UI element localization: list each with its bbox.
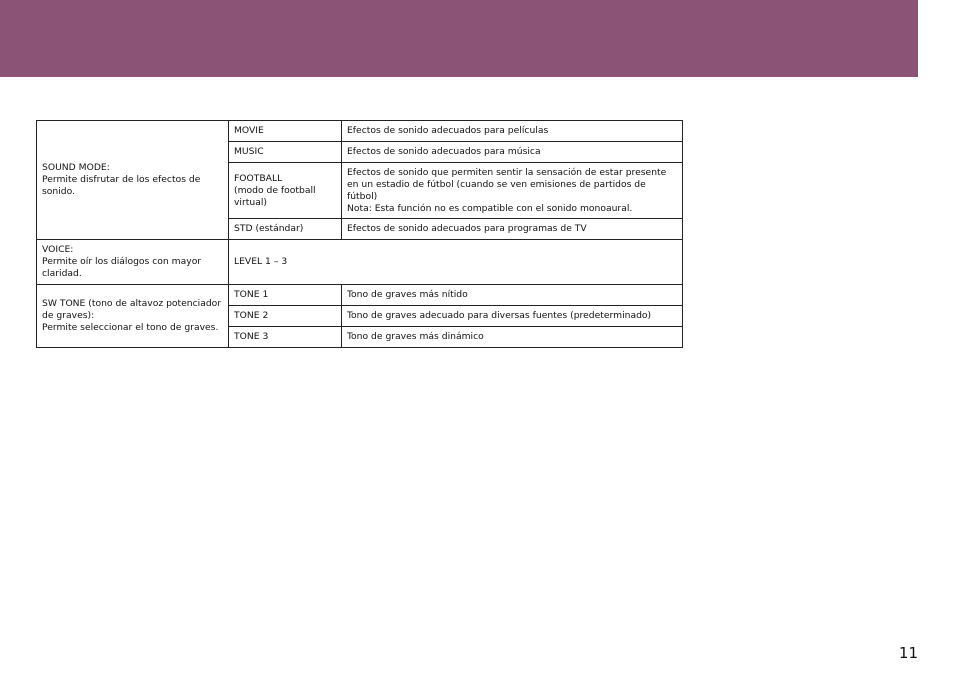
header-band bbox=[0, 0, 918, 77]
table-row bbox=[37, 285, 683, 306]
option-name: MUSIC bbox=[229, 142, 342, 163]
option-name: FOOTBALL (modo de football virtual) bbox=[229, 163, 342, 219]
option-name: TONE 2 bbox=[229, 306, 342, 327]
table-row bbox=[37, 240, 683, 285]
voice-value: LEVEL 1 – 3 bbox=[229, 240, 683, 285]
sound-mode-label: SOUND MODE: Permite disfrutar de los efectos de sonido. bbox=[37, 121, 229, 240]
option-description: Tono de graves adecuado para diversas fuentes (predeterminado) bbox=[342, 306, 683, 327]
option-description: Tono de graves más dinámico bbox=[342, 327, 683, 348]
option-description: Tono de graves más nítido bbox=[342, 285, 683, 306]
option-name: MOVIE bbox=[229, 121, 342, 142]
option-description: Efectos de sonido adecuados para programas de TV bbox=[342, 219, 683, 240]
voice-label: VOICE: Permite oír los diálogos con mayor claridad. bbox=[37, 240, 229, 285]
page-number: 11 bbox=[898, 644, 918, 662]
table-row bbox=[37, 121, 683, 142]
option-description: Efectos de sonido adecuados para música bbox=[342, 142, 683, 163]
option-description: Efectos de sonido que permiten sentir la sensación de estar presente en un estadio de fútbol (cuando se ven emisiones de partidos de fútbol) Nota: Esta función no es compatible con el sonido monoaural. bbox=[342, 163, 683, 219]
option-name: TONE 1 bbox=[229, 285, 342, 306]
settings-table bbox=[36, 120, 683, 348]
option-name: STD (estándar) bbox=[229, 219, 342, 240]
option-description: Efectos de sonido adecuados para películas bbox=[342, 121, 683, 142]
sw-tone-label: SW TONE (tono de altavoz potenciador de graves): Permite seleccionar el tono de graves. bbox=[37, 285, 229, 348]
option-name: TONE 3 bbox=[229, 327, 342, 348]
